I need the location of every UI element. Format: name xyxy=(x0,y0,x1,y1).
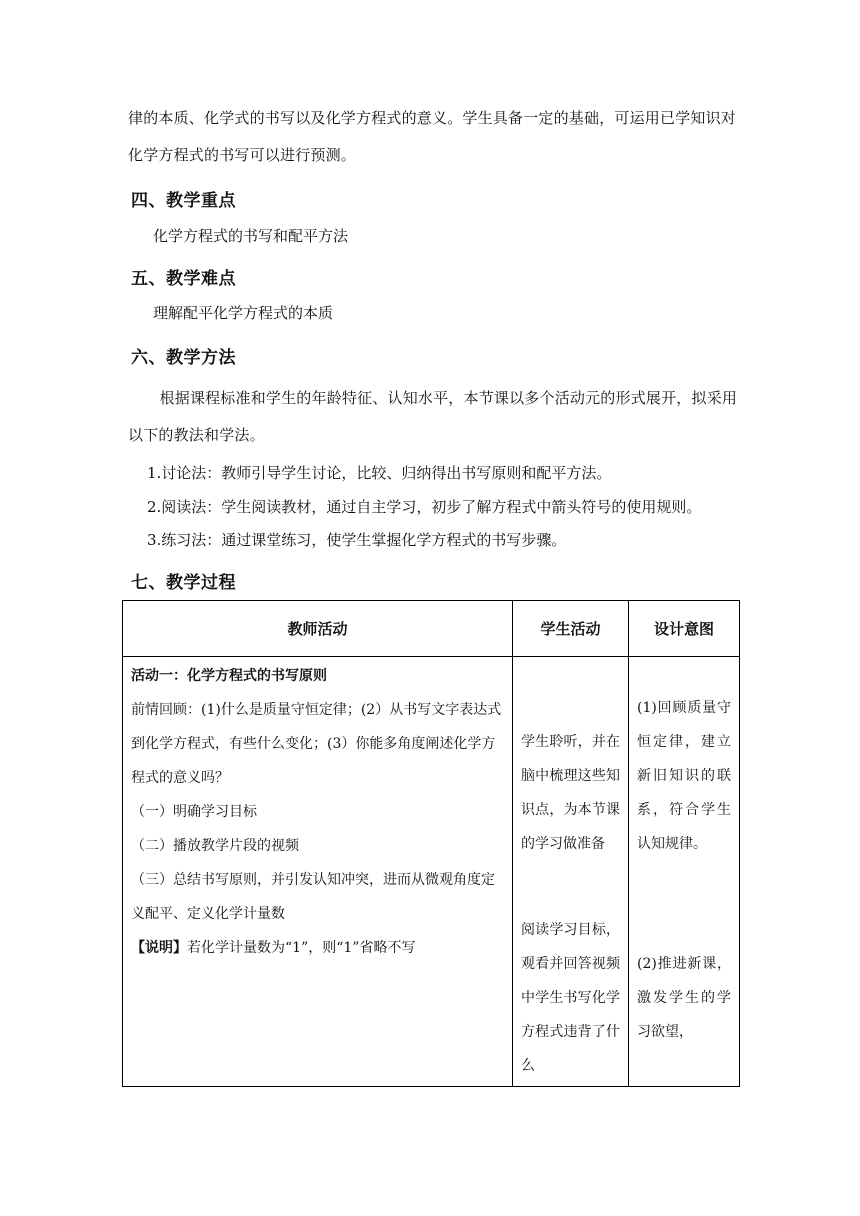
note-text: 若化学计量数为“1”，则“1”省略不写 xyxy=(187,940,416,956)
student-activity-text: 阅读学习目标，观看并回答视频中学生书写化学方程式违背了什么 xyxy=(521,922,620,1074)
teaching-process-table xyxy=(122,600,740,1087)
section-heading-key-points: 四、教学重点 xyxy=(131,191,236,211)
header-student-activity: 学生活动 xyxy=(513,601,629,657)
review-text: 前情回顾：(1)什么是质量守恒定律；(2）从书写文字表达式到化学方程式，有些什么变化；(3）你能多角度阐述化学方程式的意义吗？ xyxy=(131,702,502,786)
section-heading-process: 七、教学过程 xyxy=(131,573,236,593)
student-activity-cell xyxy=(513,657,629,1087)
section-heading-difficulties: 五、教学难点 xyxy=(131,269,236,289)
note xyxy=(131,931,504,965)
student-activity-text: 学生聆听，并在脑中梳理这些知识点，为本节课的学习做准备 xyxy=(521,734,620,852)
note-label: 【说明】 xyxy=(131,940,187,956)
methods-paragraph: 根据课程标准和学生的年龄特征、认知水平，本节课以多个活动元的形式展开，拟采用以下的教法和学法。 xyxy=(128,389,738,444)
section-heading-methods: 六、教学方法 xyxy=(131,348,236,368)
design-intent-text: (2)推进新课，激发学生的学习欲望， xyxy=(637,956,731,1040)
step-item: （一）明确学习目标 xyxy=(131,804,257,820)
method-item: 1.讨论法：教师引导学生讨论，比较、归纳得出书写原则和配平方法。 xyxy=(147,464,612,482)
method-item: 2.阅读法：学生阅读教材，通过自主学习，初步了解方程式中箭头符号的使用规则。 xyxy=(147,498,702,516)
teacher-activity-cell xyxy=(123,657,513,1087)
intro-paragraph: 律的本质、化学式的书写以及化学方程式的意义。学生具备一定的基础，可运用已学知识对化学方程式的书写可以进行预测。 xyxy=(128,109,737,164)
design-intent-cell xyxy=(629,657,740,1087)
activity-title: 活动一：化学方程式的书写原则 xyxy=(131,668,327,684)
key-points-content: 化学方程式的书写和配平方法 xyxy=(153,227,349,245)
difficulties-content: 理解配平化学方程式的本质 xyxy=(153,304,334,322)
design-intent-text: (1)回顾质量守恒定律，建立新旧知识的联系，符合学生认知规律。 xyxy=(637,700,731,852)
method-item: 3.练习法：通过课堂练习，使学生掌握化学方程式的书写步骤。 xyxy=(147,531,567,549)
header-teacher-activity: 教师活动 xyxy=(123,601,513,657)
step-item: （二）播放教学片段的视频 xyxy=(131,838,299,854)
step-item: （三）总结书写原则，并引发认知冲突，进而从微观角度定义配平、定义化学计量数 xyxy=(131,872,495,922)
header-design-intent: 设计意图 xyxy=(629,601,740,657)
